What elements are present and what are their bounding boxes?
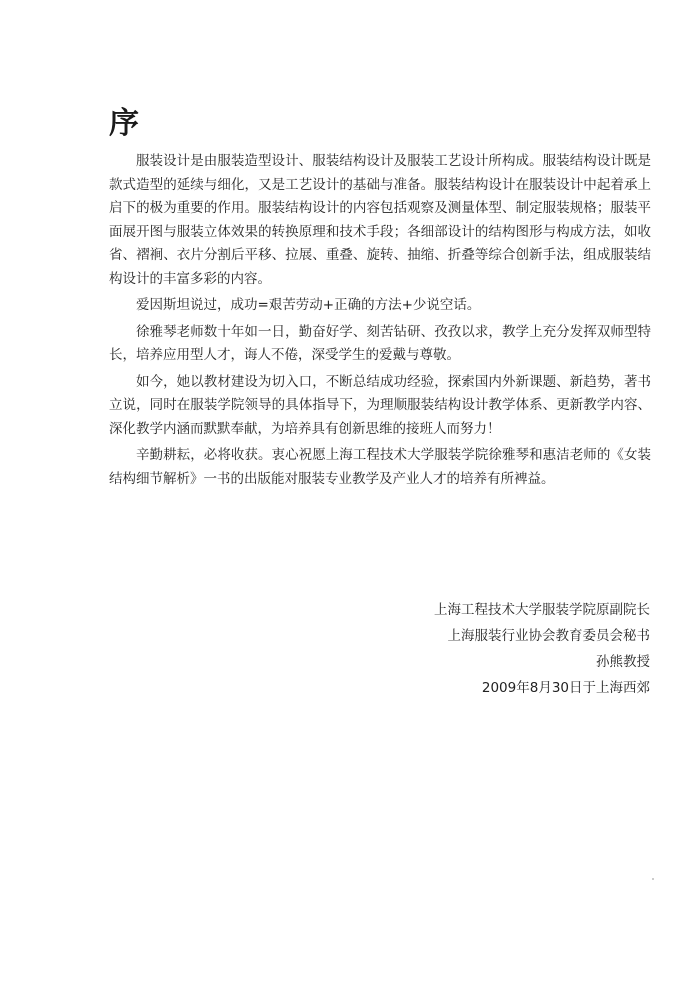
signature-name: 孙熊教授 (596, 654, 650, 670)
signature-affiliation-1: 上海工程技术大学服装学院原副院长 (434, 602, 650, 618)
paragraph-5: 辛勤耕耘，必将收获。衷心祝愿上海工程技术大学服装学院徐雅琴和惠洁老师的《女装结构细节解析》一书的出版能对服装专业教学及产业人才的培养有所裨益。 (109, 447, 651, 487)
scan-speck (652, 878, 654, 880)
paragraph-2: 爱因斯坦说过，成功=艰苦劳动+正确的方法+少说空话。 (136, 297, 481, 313)
page-title: 序 (109, 106, 139, 141)
paragraph-4: 如今，她以教材建设为切入口，不断总结成功经验，探索国内外新课题、新趋势，著书立说，同时在服装学院领导的具体指导下，为理顺服装结构设计教学体系、更新教学内容、深化教学内涵而默默奉献，为培养具有创新思维的接班人而努力！ (109, 373, 651, 437)
signature-block (434, 597, 650, 701)
signature-date: 2009年8月30日于上海西郊 (481, 680, 650, 696)
signature-affiliation-2: 上海服装行业协会教育委员会秘书 (447, 628, 650, 644)
preface-body (109, 150, 651, 494)
paragraph-3: 徐雅琴老师数十年如一日，勤奋好学、刻苦钻研、孜孜以求，教学上充分发挥双师型特长，培养应用型人才，诲人不倦，深受学生的爱戴与尊敬。 (109, 323, 651, 363)
paragraph-1: 服装设计是由服装造型设计、服装结构设计及服装工艺设计所构成。服装结构设计既是款式造型的延续与细化，又是工艺设计的基础与准备。服装结构设计在服装设计中起着承上启下的极为重要的作用。服装结构设计的内容包括观察及测量体型、制定服装规格；服装平面展开图与服装立体效果的转换原理和技术手段；各细部设计的结构图形与构成方法，如收省、褶裥、衣片分割后平移、拉展、重叠、旋转、抽缩、折叠等综合创新手法，组成服装结构设计的丰富多彩的内容。 (109, 153, 651, 287)
